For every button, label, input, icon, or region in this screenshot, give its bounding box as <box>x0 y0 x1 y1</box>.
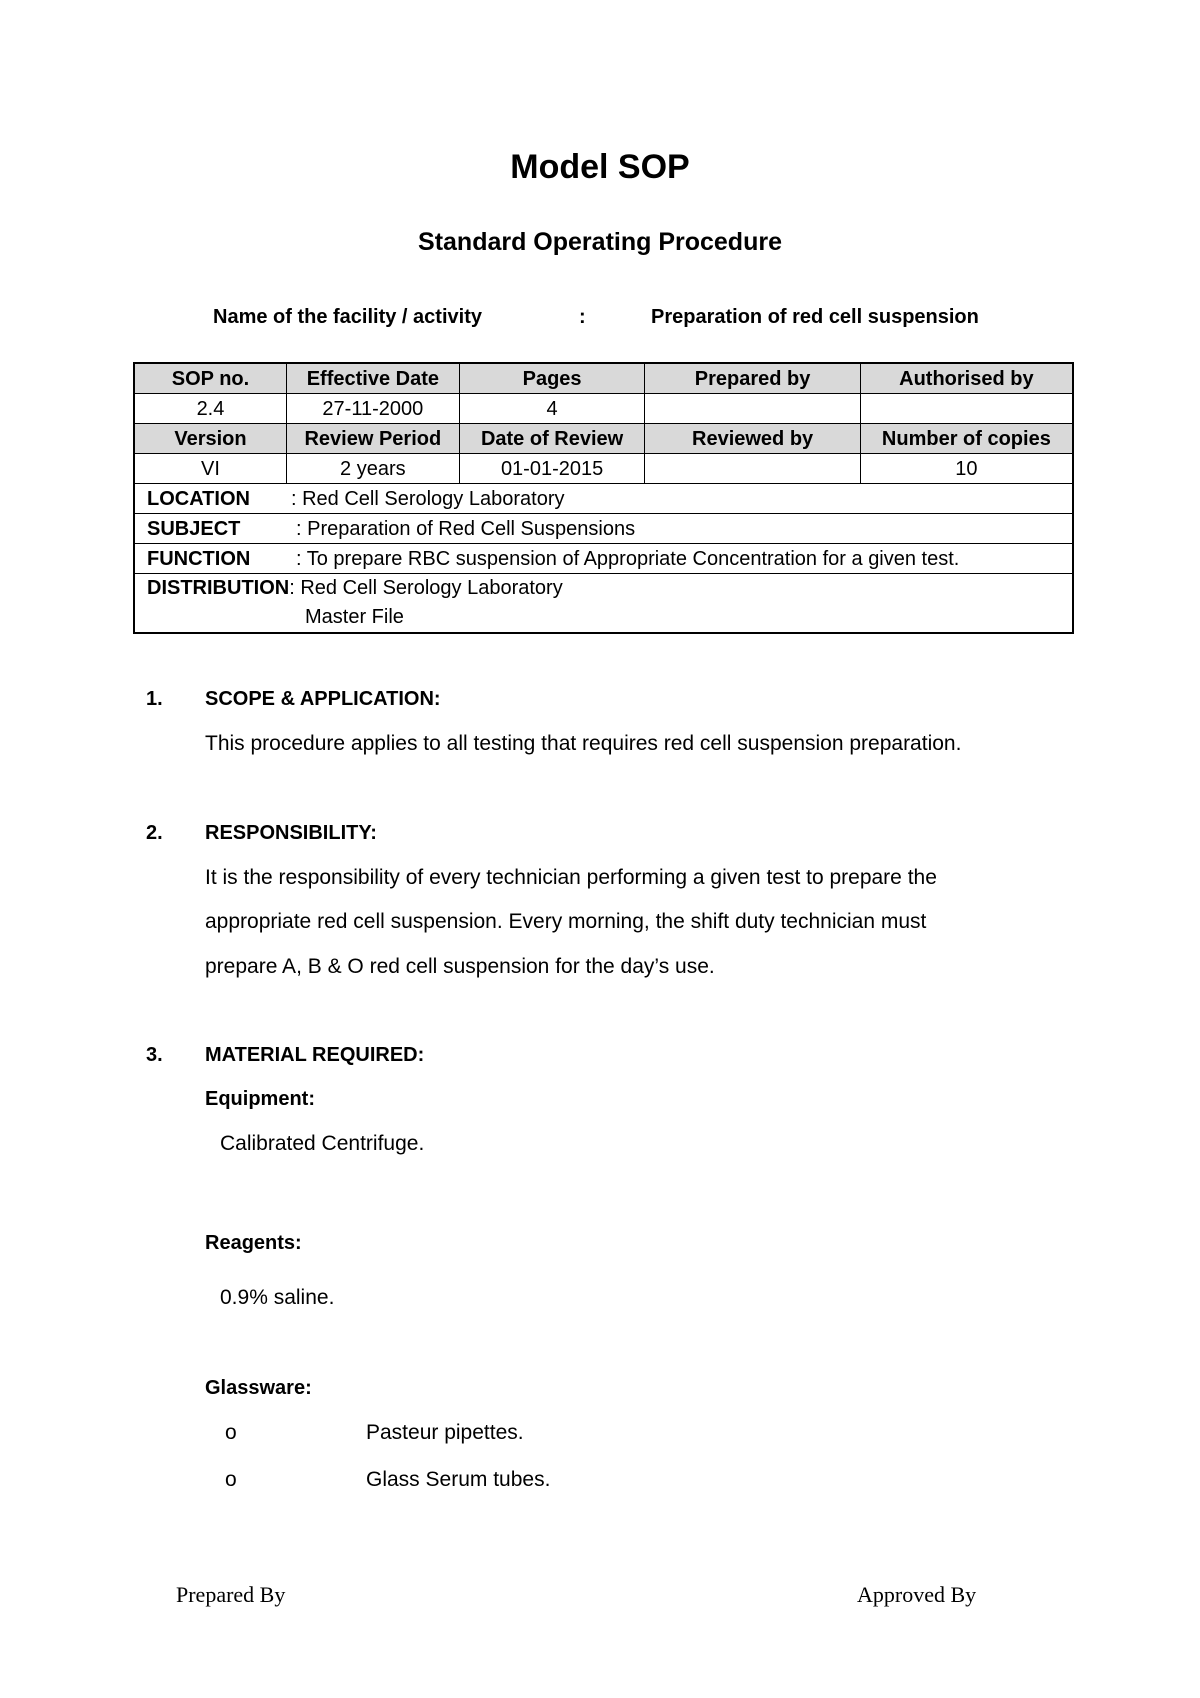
table-cell: 2 years <box>286 454 459 484</box>
location-row <box>134 484 1073 514</box>
header-cell: Authorised by <box>860 363 1073 394</box>
section-text-line: prepare A, B & O red cell suspension for the day’s use. <box>205 955 715 978</box>
distribution-cell <box>134 574 1073 634</box>
section-number: 1. <box>146 688 163 710</box>
location-cell <box>134 484 1073 514</box>
subject-cell <box>134 514 1073 544</box>
header-cell: Date of Review <box>459 424 645 454</box>
table-cell: 2.4 <box>134 394 286 424</box>
location-label: LOCATION <box>147 487 250 510</box>
table-header-row <box>134 363 1073 394</box>
table-header-row <box>134 424 1073 454</box>
table-cell <box>645 394 860 424</box>
document-subtitle: Standard Operating Procedure <box>418 228 782 256</box>
table-cell: VI <box>134 454 286 484</box>
table-cell <box>860 394 1073 424</box>
distribution-value-2: Master File <box>305 606 404 628</box>
header-cell: SOP no. <box>134 363 286 394</box>
location-value: : Red Cell Serology Laboratory <box>291 487 565 510</box>
glassware-item: Glass Serum tubes. <box>366 1468 551 1491</box>
section-text: This procedure applies to all testing that requires red cell suspension preparation. <box>205 732 962 755</box>
reagents-item: 0.9% saline. <box>220 1286 335 1309</box>
subject-value: : Preparation of Red Cell Suspensions <box>296 517 636 540</box>
glassware-heading: Glassware: <box>205 1377 312 1399</box>
table-cell: 01-01-2015 <box>459 454 645 484</box>
section-heading: SCOPE & APPLICATION: <box>205 688 441 710</box>
subject-label: SUBJECT <box>147 517 241 540</box>
function-value: : To prepare RBC suspension of Appropriate Concentration for a given test. <box>296 547 960 570</box>
facility-label: Name of the facility / activity <box>213 306 482 328</box>
table-cell <box>645 454 860 484</box>
distribution-row <box>134 574 1073 634</box>
section-text-line: It is the responsibility of every technician performing a given test to prepare the <box>205 866 937 889</box>
approved-by-label: Approved By <box>857 1582 977 1607</box>
table-cell: 27-11-2000 <box>286 394 459 424</box>
sop-metadata-table <box>133 362 1074 634</box>
function-cell <box>134 544 1073 574</box>
bullet-icon: o <box>225 1421 237 1444</box>
bullet-icon: o <box>225 1468 237 1491</box>
table-cell: 10 <box>860 454 1073 484</box>
section-text-line: appropriate red cell suspension. Every morning, the shift duty technician must <box>205 910 927 933</box>
header-cell: Number of copies <box>860 424 1073 454</box>
section-number: 2. <box>146 822 163 844</box>
reagents-heading: Reagents: <box>205 1232 302 1254</box>
glassware-item: Pasteur pipettes. <box>366 1421 524 1444</box>
header-cell: Prepared by <box>645 363 860 394</box>
distribution-value-1: : Red Cell Serology Laboratory <box>289 577 563 599</box>
facility-value: Preparation of red cell suspension <box>651 306 979 328</box>
table-row <box>134 454 1073 484</box>
equipment-item: Calibrated Centrifuge. <box>220 1132 425 1155</box>
header-cell: Reviewed by <box>645 424 860 454</box>
header-cell: Effective Date <box>286 363 459 394</box>
table-cell: 4 <box>459 394 645 424</box>
table-row <box>134 394 1073 424</box>
section-heading: MATERIAL REQUIRED: <box>205 1044 425 1066</box>
distribution-label: DISTRIBUTION <box>147 577 290 599</box>
header-cell: Review Period <box>286 424 459 454</box>
section-heading: RESPONSIBILITY: <box>205 822 377 844</box>
function-label: FUNCTION <box>147 547 251 570</box>
equipment-heading: Equipment: <box>205 1088 315 1110</box>
header-cell: Version <box>134 424 286 454</box>
subject-row <box>134 514 1073 544</box>
prepared-by-label: Prepared By <box>176 1582 286 1607</box>
header-cell: Pages <box>459 363 645 394</box>
section-number: 3. <box>146 1044 163 1066</box>
facility-colon: : <box>579 306 586 328</box>
function-row <box>134 544 1073 574</box>
document-title: Model SOP <box>510 148 690 186</box>
